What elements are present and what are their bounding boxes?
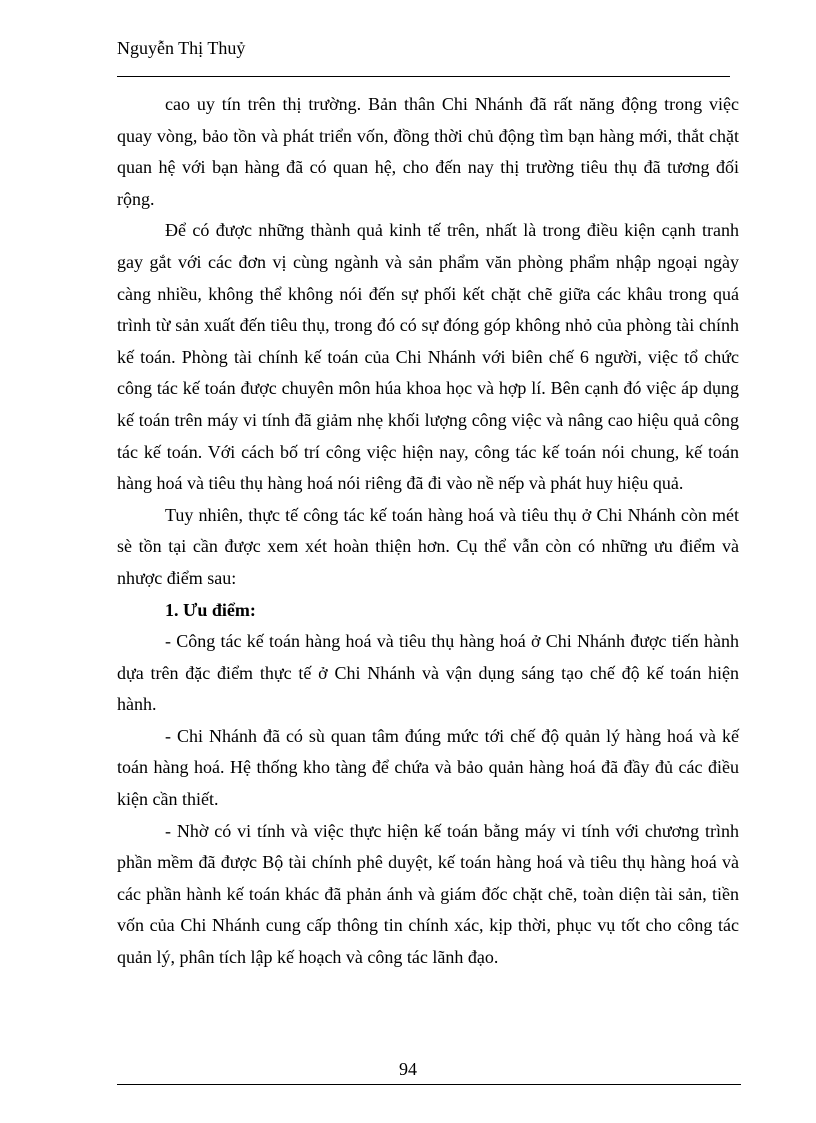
section-heading: 1. Ưu điểm: [165,599,256,620]
paragraph: Để có được những thành quả kinh tế trên, nhất là trong điều kiện cạnh tranh gay gắt với các đơn vị cùng ngành và sản phẩm văn phòng phẩm nhập ngoại ngày càng nhiều, không thể không nói đến sự phối kết chặt chẽ giữa các khâu trong quá trình từ sản xuất đến tiêu thụ, trong đó có sự đóng góp không nhỏ của phòng tài chính kế toán. Phòng tài chính kế toán của Chi Nhánh với biên chế 6 người, việc tổ chức công tác kế toán được chuyên môn húa khoa học và hợp lí. Bên cạnh đó việc áp dụng kế toán trên máy vi tính đã giảm nhẹ khối lượng công việc và nâng cao hiệu quả công tác kế toán. Với cách bố trí công việc hiện nay, công tác kế toán nói chung, kế toán hàng hoá và tiêu thụ hàng hoá nói riêng đã đi vào nề nếp và phát huy hiệu quả. [117,220,739,494]
header-author: Nguyễn Thị Thuỷ [117,38,246,58]
bullet-paragraph: - Chi Nhánh đã có sù quan tâm đúng mức tới chế độ quản lý hàng hoá và kế toán hàng hoá. Hệ thống kho tàng để chứa và bảo quản hàng hoá đã đầy đủ các điều kiện cần thiết. [117,725,739,810]
footer-rule [117,1084,741,1085]
page-number: 94 [399,1059,417,1079]
document-body [117,89,739,974]
paragraph: Tuy nhiên, thực tế công tác kế toán hàng hoá và tiêu thụ ở Chi Nhánh còn mét sè tồn tại cần được xem xét hoàn thiện hơn. Cụ thể vẫn còn có những ưu điểm và nhược điểm sau: [117,504,739,588]
bullet-paragraph: - Công tác kế toán hàng hoá và tiêu thụ hàng hoá ở Chi Nhánh được tiến hành dựa trên đặc điểm thực tế ở Chi Nhánh và vận dụng sáng tạo chế độ kế toán hiện hành. [117,631,739,715]
header-rule [117,76,730,77]
paragraph: cao uy tín trên thị trường. Bản thân Chi Nhánh đã rất năng động trong việc quay vòng, bảo tồn và phát triển vốn, đồng thời chủ động tìm bạn hàng mới, thắt chặt quan hệ với bạn hàng đã có quan hệ, cho đến nay thị trường tiêu thụ đã tương đối rộng. [117,94,739,209]
bullet-paragraph: - Nhờ có vi tính và việc thực hiện kế toán bằng máy vi tính với chương trình phần mềm đã được Bộ tài chính phê duyệt, kế toán hàng hoá và tiêu thụ hàng hoá và các phần hành kế toán khác đã phản ánh và giám đốc chặt chẽ, toàn diện tài sản, tiền vốn của Chi Nhánh cung cấp thông tin chính xác, kịp thời, phục vụ tốt cho công tác quản lý, phân tích lập kế hoạch và công tác lãnh đạo. [117,820,739,968]
